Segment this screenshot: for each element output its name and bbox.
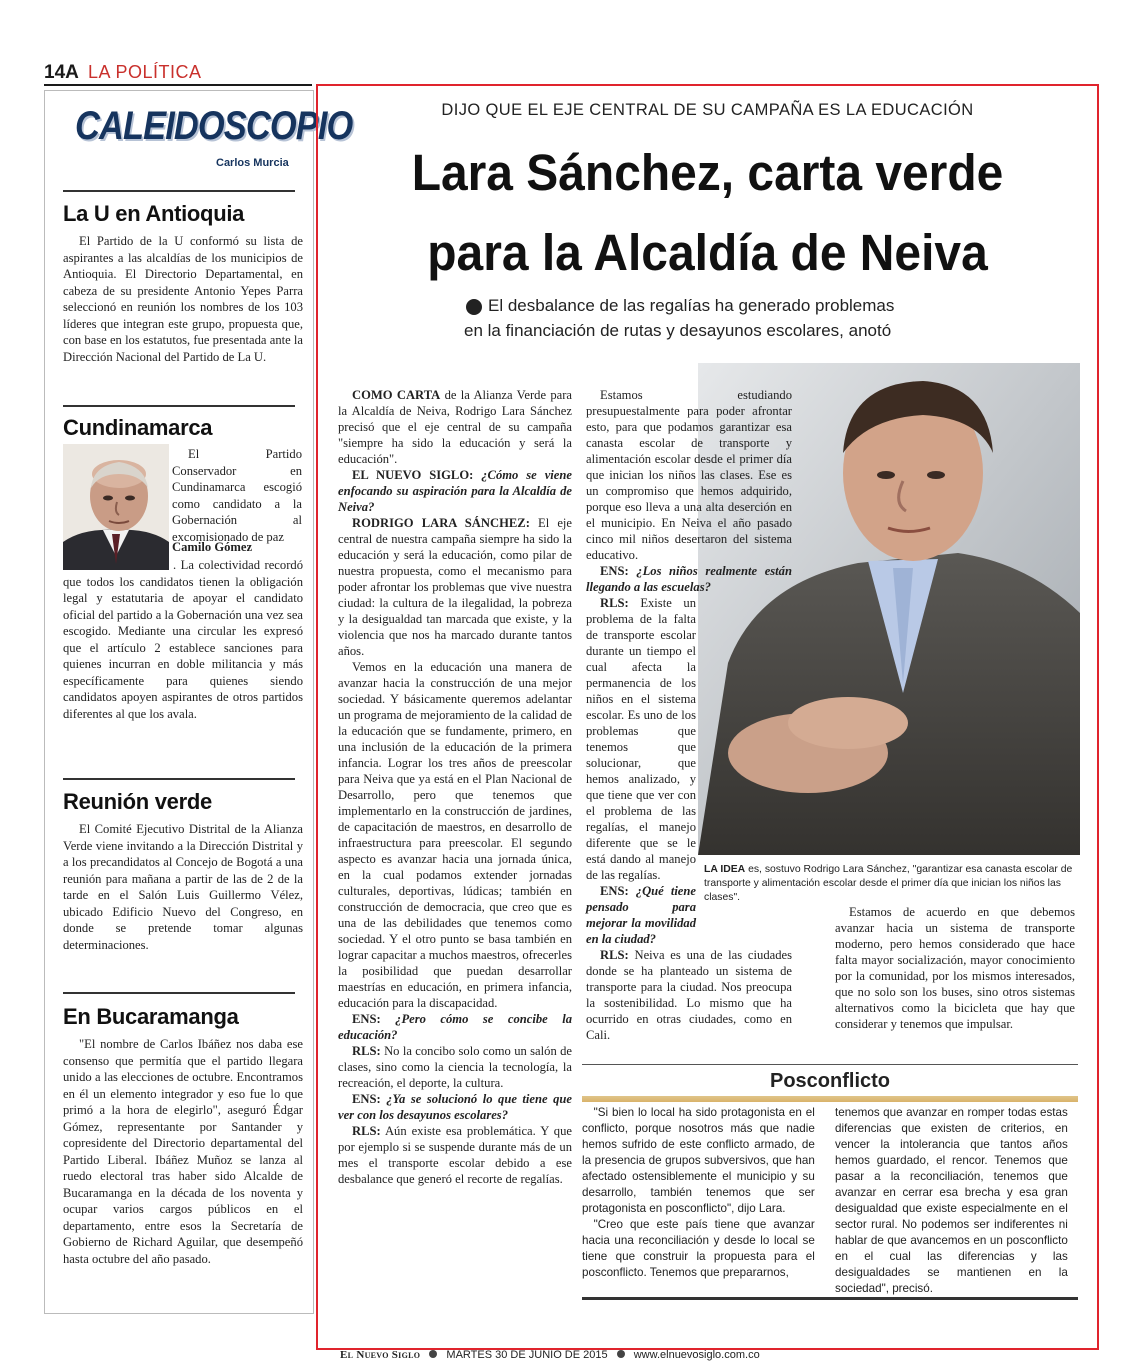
- caption-lead: LA IDEA: [704, 864, 746, 875]
- box-paragraph: "Si bien lo local ha sido protagonista en el conflicto, porque nosotros más que nadie hemos sufrido de este conflicto armado, de la presencia de grupos subversivos, que han afectado ostensiblemente el municipio y su desarrollo, también tenemos que ser protagonista en posconflicto", dijo Lara.: [582, 1105, 815, 1215]
- separator-rule: [63, 405, 295, 407]
- box-column-1: [582, 1104, 815, 1280]
- sidebar-item-title: En Bucaramanga: [63, 1004, 239, 1029]
- portrait-illustration: [63, 444, 169, 570]
- headline-line-2: para la Alcaldía de Neiva: [427, 224, 988, 281]
- box-paragraph: "Creo que este país tiene que avanzar hacia una reconciliación y desde lo local se tiene que construir la propuesta para el posconflicto. Tenemos que prepararnos,: [582, 1217, 815, 1279]
- paragraph-text: de la Alianza Verde para la Alcaldía de Neiva, Rodrigo Lara Sánchez precisó que el eje central de su campaña "siempre ha sido la educación y será la educación".: [338, 388, 573, 466]
- speaker-label: RLS:: [600, 596, 629, 610]
- article-kicker: DIJO QUE EL EJE CENTRAL DE SU CAMPAÑA ES LA EDUCACIÓN: [441, 101, 974, 119]
- article-paragraph: [338, 387, 572, 467]
- box-rule-top: [582, 1064, 1078, 1065]
- bullet-icon: [617, 1350, 625, 1358]
- sidebar-item-title: La U en Antioquia: [63, 201, 245, 226]
- article-paragraph: Estamos de acuerdo en que debemos avanzar hacia un sistema de transporte moderno, pero hemos considerado que hace falta mayor socialización, mayor conocimiento por la comunidad, por los mismos interesados, que no solo son los buses, sino otros sistemas alternativos como la bicicleta que hay que considerar y tenemos que impulsar.: [835, 905, 1075, 1031]
- question-text: ¿Ya se solucionó lo que tiene que ver con los desayunos escolares?: [338, 1092, 572, 1122]
- sidebar-item-text: [63, 557, 303, 722]
- interview-question: [338, 467, 572, 515]
- highlighted-name: Camilo Gómez: [172, 540, 253, 554]
- photo-caption: [704, 863, 1078, 905]
- speaker-label: EL NUEVO SIGLO:: [352, 468, 482, 482]
- box-rule-bottom: [582, 1297, 1078, 1300]
- caption-text: es, sostuvo Rodrigo Lara Sánchez, "garantizar esa canasta escolar de transporte y alimentación escolar desde el primer día que inician los niños las clases".: [704, 864, 1073, 903]
- speaker-label: RODRIGO LARA SÁNCHEZ:: [352, 516, 530, 530]
- question-text: ¿Qué tiene pensado para mejorar la movilidad en la ciudad?: [586, 884, 696, 946]
- article-column-1: [338, 387, 572, 1187]
- interview-answer: [338, 1123, 572, 1187]
- sidebar-item-text: "El nombre de Carlos Ibáñez nos daba ese consenso que permitía que el partido llegara unido a las elecciones de octubre. Encontramos en él un elemento integrador y eso fue lo que primó a la hora de elegirlo", aseguró Édgar Gómez, representante por Santander y copresidente del Directorio departamental del Partido Liberal. Ibáñez Muñoz se lanza al ruedo electoral tras haber sido Alcalde de Bucaramanga en la década de los noventa y ocupar varios cargos públicos en el departamento, entre esos la Secretaría de Gobierno de Richard Aguilar, que desempeñó hasta octubre del año pasado.: [63, 1037, 303, 1266]
- speaker-label: RLS:: [352, 1044, 381, 1058]
- sidebar-item-title: Reunión verde: [63, 789, 212, 814]
- answer-text: No la concibo solo como un salón de clases, sino como la ciencia la tecnología, la recreación, el deporte, la cultura.: [338, 1044, 572, 1090]
- page-number: 14A: [44, 62, 79, 83]
- footer-brand: El Nuevo Siglo: [340, 1349, 421, 1361]
- bullet-icon: [429, 1350, 437, 1358]
- headline-line-1: Lara Sánchez, carta verde: [411, 144, 1004, 201]
- sidebar-item-text-rest: . La colectividad recordó que todos los candidatos tienen la obligación legal y estatutaria de apoyar el candidato oficial del partido a la Gobernación una vez sea escogido. Mediante una circular les expresó que el artículo 2 establece sanciones para quienes incurran en doble militancia y más específicamente para quienes siendo candidatos apoyen aspirantes de otros partidos diferentes al que los avala.: [63, 558, 303, 721]
- article-column-3: [835, 904, 1075, 1032]
- article-column-2: [586, 387, 792, 1043]
- lead-in: COMO CARTA: [352, 388, 441, 402]
- footer-date: MARTES 30 DE JUNIO DE 2015: [446, 1349, 608, 1361]
- speaker-label: RLS:: [352, 1124, 381, 1138]
- article-paragraph: Vemos en la educación una manera de avanzar hacia la construcción de una mejor sociedad. Y básicamente queremos adelantar un programa de mejoramiento de la calidad de la educación que se fundamente, primero, en una inclusión de la educación de la primera infancia. Lograr los tres años de preescolar para Neiva que ya está en el Plan Nacional de Desarrollo, pero que tenemos que implementarlo en la construcción de jardines, de capacitación de maestros, en desarrollo de infraestructura para preescolar. El segundo aspecto es avanzar hacia una jornada única, en la cual podamos extender jornadas culturales, deportivas, lúdicas; también en construcción de democracia, que creo que es una de las debilidades que tenemos como sociedad. Y el otro punto se basa también en lograr capacitar a muchos maestros, ofrecerles la posibilidad que puedan desarrollar maestrías en educación, en primera infancia, educación para la discapacidad.: [338, 660, 572, 1010]
- interview-question: [586, 563, 792, 595]
- subheadline-line-1: El desbalance de las regalías ha generado problemas: [488, 296, 895, 315]
- bullet-icon: [466, 299, 482, 315]
- box-title-bar: [582, 1096, 1078, 1102]
- answer-text: Neiva es una de las ciudades donde se ha planteado un sistema de transporte para la ciudad. Nos preocupa la sostenibilidad. Lo mismo que ha ocurrido en otras ciudades, como en Cali.: [586, 948, 792, 1042]
- answer-text: El eje central de nuestra campaña siempre ha sido la educación y será la educación, como pilar de nuestra propuesta, como el mecanismo para poder afrontar los problemas que vive nuestra ciudad: la cultura de la ilegalidad, la pobreza y la desigualdad tan marcada que existe, y la violencia que nos ha marcado durante tantos años.: [338, 516, 573, 658]
- speaker-label: ENS:: [600, 884, 636, 898]
- speaker-label: ENS:: [352, 1012, 396, 1026]
- camilo-gomez-photo: [63, 444, 169, 570]
- interview-question: [338, 1091, 572, 1123]
- answer-text: Existe un problema de la falta de transporte escolar durante un tiempo el cual afecta la permanencia de los niños en el sistema escolar. Es uno de los problemas que tenemos que solucionar, que hemos analizado, y que tiene que ver con el problema de las regalías, el manejo diferente que se le está dando al manejo de las regalías.: [586, 596, 696, 882]
- interview-answer: [338, 515, 572, 659]
- question-text: ¿Cómo se viene enfocando su aspiración para la Alcaldía de Neiva?: [338, 468, 572, 514]
- separator-rule: [63, 190, 295, 192]
- separator-rule: [63, 778, 295, 780]
- sidebar-item-title: Cundinamarca: [63, 415, 213, 440]
- sidebar-item-text: [172, 539, 302, 556]
- box-title: Posconflicto: [769, 1070, 890, 1092]
- separator-rule: [63, 992, 295, 994]
- header-rule: [44, 84, 312, 86]
- column-author: Carlos Murcia: [216, 157, 289, 169]
- article-paragraph: Estamos estudiando presupuestalmente para poder afrontar esto, para que podamos garantizar esa canasta escolar de transporte y alimentación escolar desde el primer día que inician los niños las clases. Ese es un compromiso que hemos adquirido, porque eso lleva a una alta deserción en el municipio. En Neiva el año pasado cinco mil niños desertaron del sistema educativo.: [586, 388, 792, 562]
- interview-question: [338, 1011, 572, 1043]
- box-paragraph: tenemos que avanzar en romper todas estas diferencias que existen de criterios, en vencer la intolerancia que tantos años hemos guardado, el rencor. Tenemos que pasar a la reconciliación, tenemos que avanzar en cerrar esa brecha y esa gran desigualdad que existe especialmente en el sector rural. No podemos ser indiferentes ni hablar de que avancemos en un posconflicto en el cual las diferencias y las desigualdades se mantienen en la sociedad", precisó.: [835, 1105, 1068, 1295]
- page-footer: [340, 1349, 760, 1361]
- interview-answer: [338, 1043, 572, 1091]
- sidebar-item-text: El Comité Ejecutivo Distrital de la Alianza Verde viene invitando a la Dirección Distrital y a los precandidatos al Concejo de Bogotá a una reunión para mañana a partir de las de 2 de la tarde en el Salón Luis Guillermo Vélez, ubicado Edificio Nuevo del Congreso, en donde se pretende tomar algunas determinaciones.: [63, 822, 303, 952]
- answer-text: Aún existe esa problemática. Y que por ejemplo si se suspende durante más de un mes el transporte escolar debido a ese desbalance que generó el recorte de regalías.: [338, 1124, 572, 1186]
- section-name: LA POLÍTICA: [88, 62, 202, 82]
- speaker-label: RLS:: [600, 948, 629, 962]
- subheadline-line-2: en la financiación de rutas y desayunos escolares, anotó: [464, 321, 892, 340]
- column-brand-title: CALEIDOSCOPIO: [75, 104, 353, 148]
- sidebar-item-text: El Partido Conservador en Cundinamarca escogió como candidato a la Gobernación al excomisionado de paz: [172, 447, 302, 544]
- interview-answer: [586, 947, 792, 1043]
- speaker-label: ENS:: [600, 564, 637, 578]
- box-column-2: [835, 1104, 1068, 1296]
- footer-url: www.elnuevosiglo.com.co: [633, 1349, 760, 1361]
- question-text: ¿Los niños realmente están llegando a las escuelas?: [586, 564, 792, 594]
- question-text: ¿Pero cómo se concibe la educación?: [338, 1012, 572, 1042]
- sidebar-item-text: El Partido de la U conformó su lista de aspirantes a las alcaldías de los municipios de Antioquia. El Directorio Departamental, en cabeza de su presidente Antonio Yepes Parra seleccionó en reunión los nombres de los 103 líderes que integran este grupo, propuesta que, con base en los estatutos, fue presentada ante la Dirección Nacional del Partido de La U.: [63, 234, 303, 364]
- speaker-label: ENS:: [352, 1092, 387, 1106]
- interview-answer: [586, 595, 792, 883]
